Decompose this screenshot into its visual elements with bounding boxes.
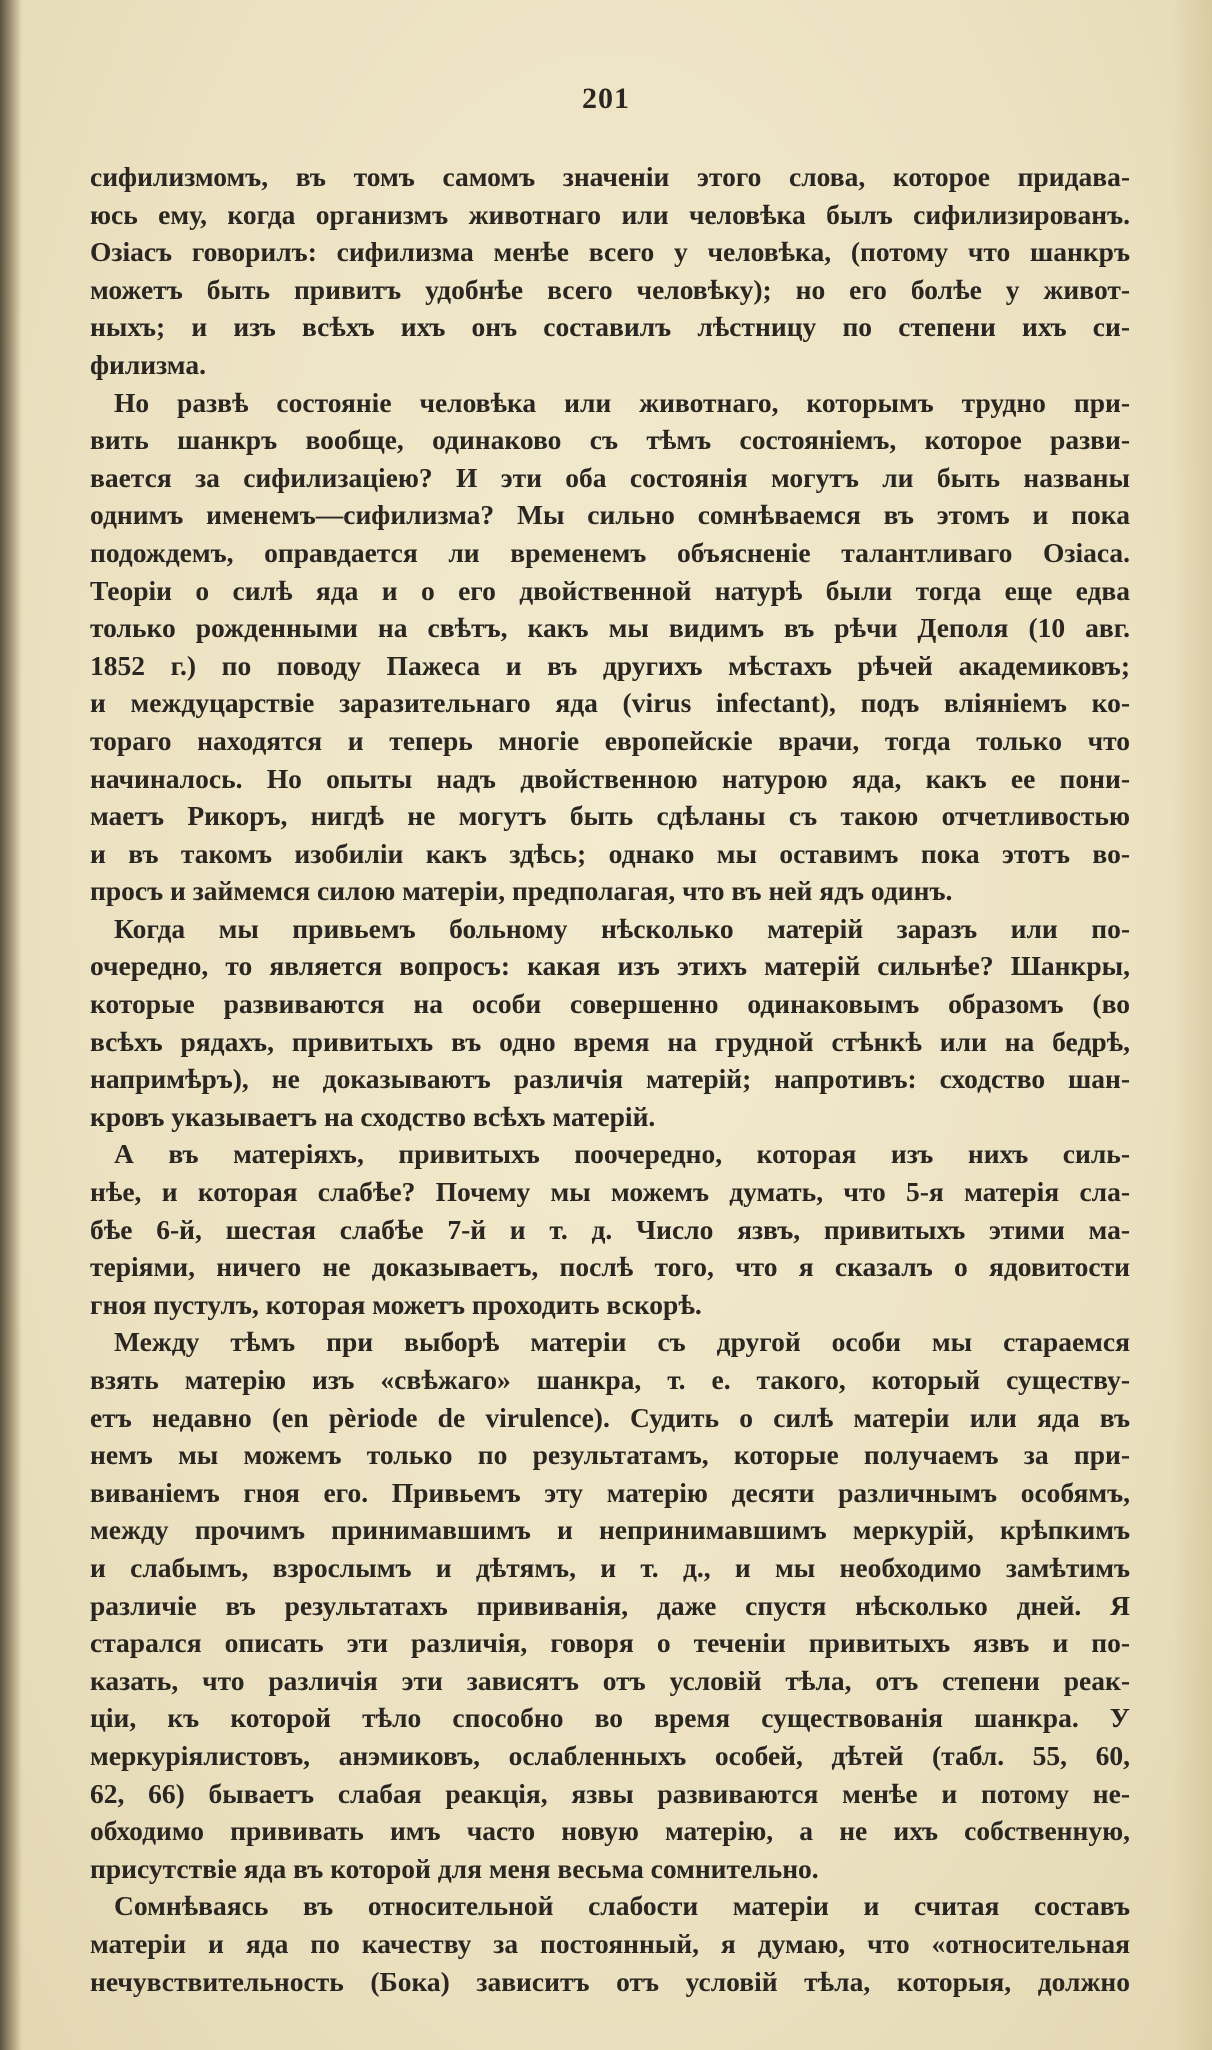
text-line: которые развиваются на особи совершенно одинаковымъ образомъ (во (90, 988, 1130, 1020)
text-line: нечувствительность (Бока) зависитъ отъ условiй тѣла, которыя, должно (90, 1965, 1130, 1997)
text-line: однимъ именемъ—сифилизма? Мы сильно сомнѣваемся въ этомъ и пока (90, 499, 1130, 531)
text-line: маетъ Рикоръ, нигдѣ не могутъ быть сдѣланы съ такою отчетливостью (90, 800, 1130, 832)
text-line: Когда мы привьемъ больному нѣсколько матерiй заразъ или по- (114, 912, 1130, 944)
text-line: очередно, то является вопросъ: какая изъ этихъ матерiй сильнѣе? Шанкры, (90, 950, 1130, 982)
text-line: начиналось. Но опыты надъ двойственною натурою яда, какъ ее пони- (90, 762, 1130, 794)
binding-gutter-shadow (0, 0, 22, 2050)
text-line: етъ недавно (en pèriode de virulence). Судить о силѣ матерiи или яда въ (90, 1401, 1130, 1433)
text-line: вается за сифилизацiею? И эти оба состоянiя могутъ ли быть названы (90, 461, 1130, 493)
text-line: матерiи и яда по качеству за постоянный, я думаю, что «относительная (90, 1927, 1130, 1959)
text-line: всѣхъ рядахъ, привитыхъ въ одно время на грудной стѣнкѣ или на бедрѣ, (90, 1025, 1130, 1057)
text-line: терiями, ничего не доказываетъ, послѣ того, что я сказалъ о ядовитости (90, 1251, 1130, 1283)
text-line: и междуцарствiе заразительнаго яда (virus infectant), подъ влiянiемъ ко- (90, 687, 1130, 719)
text-line: вить шанкръ вообще, одинаково съ тѣмъ состоянiемъ, которое разви- (90, 424, 1130, 456)
text-line: меркурiялистовъ, анэмиковъ, ослабленныхъ особей, дѣтей (табл. 55, 60, (90, 1739, 1130, 1771)
text-line: нѣе, и которая слабѣе? Почему мы можемъ думать, что 5-я матерiя сла- (90, 1176, 1130, 1208)
text-line: различiе въ результатахъ прививанiя, даже спустя нѣсколько дней. Я (90, 1589, 1130, 1621)
text-line: старался описать эти различiя, говоря о теченiи привитыхъ язвъ и по- (90, 1627, 1130, 1659)
text-line: казать, что различiя эти зависятъ отъ условiй тѣла, отъ степени реак- (90, 1664, 1130, 1696)
text-line: сифилизмомъ, въ томъ самомъ значенiи этого слова, которое придава- (90, 161, 1130, 192)
text-line: юсь ему, когда организмъ животнаго или человѣка былъ сифилизированъ. (90, 198, 1130, 230)
text-line: ныхъ; и изъ всѣхъ ихъ онъ составилъ лѣстницу по степени ихъ си- (90, 311, 1130, 343)
text-line: обходимо прививать имъ часто новую матерiю, а не ихъ собственную, (90, 1815, 1130, 1847)
body-text (90, 158, 1130, 2000)
text-line: и въ такомъ изобилiи какъ здѣсь; однако мы оставимъ пока этотъ во- (90, 837, 1130, 869)
text-line: немъ мы можемъ только по результатамъ, которые получаемъ за при- (90, 1439, 1130, 1471)
page-number: 201 (582, 82, 630, 115)
text-line: 62, 66) бываетъ слабая реакцiя, язвы развиваются менѣе и потому не- (90, 1777, 1130, 1809)
text-line: А въ матерiяхъ, привитыхъ поочередно, которая изъ нихъ силь- (114, 1138, 1130, 1170)
text-line: виванiемъ гноя его. Привьемъ эту матерiю десяти различнымъ особямъ, (90, 1476, 1130, 1508)
text-line: можетъ быть привитъ удобнѣе всего человѣку); но его болѣе у живот- (90, 273, 1130, 305)
text-line: филизма. (90, 348, 206, 380)
text-line: напримѣръ), не доказываютъ различiя матерiй; напротивъ: сходство шан- (90, 1063, 1130, 1095)
text-line: гноя пустулъ, которая можетъ проходить вскорѣ. (90, 1288, 702, 1320)
text-line: Теорiи о силѣ яда и о его двойственной натурѣ были тогда еще едва (90, 574, 1130, 606)
text-line: Сомнѣваясь въ относительной слабости матерiи и считая составъ (114, 1890, 1130, 1922)
text-line: просъ и займемся силою матерiи, предполагая, что въ ней ядъ одинъ. (90, 875, 953, 907)
text-line: бѣе 6-й, шестая слабѣе 7-й и т. д. Число язвъ, привитыхъ этими ма- (90, 1213, 1130, 1245)
text-line: между прочимъ принимавшимъ и непринимавшимъ меркурiй, крѣпкимъ (90, 1514, 1130, 1546)
text-line: только рожденными на свѣтъ, какъ мы видимъ въ рѣчи Деполя (10 авг. (90, 612, 1130, 644)
text-line: и слабымъ, взрослымъ и дѣтямъ, и т. д., и мы необходимо замѣтимъ (90, 1551, 1130, 1583)
text-line: Озiасъ говорилъ: сифилизма менѣе всего у человѣка, (потому что шанкръ (90, 236, 1130, 268)
text-line: тораго находятся и теперь многiе европейскiе врачи, тогда только что (90, 724, 1130, 756)
text-line: 1852 г.) по поводу Пажеса и въ другихъ мѣстахъ рѣчей академиковъ; (90, 649, 1130, 681)
text-line: Между тѣмъ при выборѣ матерiи съ другой особи мы стараемся (114, 1326, 1130, 1358)
text-line: кровъ указываетъ на сходство всѣхъ матерiй. (90, 1100, 656, 1132)
text-line: подождемъ, оправдается ли временемъ объясненiе талантливаго Озiаса. (90, 536, 1130, 568)
page-edge-shade (1172, 0, 1212, 2050)
text-line: взять матерiю изъ «свѣжаго» шанкра, т. е. такого, который существу- (90, 1364, 1130, 1395)
text-line: присутствiе яда въ которой для меня весьма сомнительно. (90, 1852, 819, 1884)
text-line: цiи, къ которой тѣло способно во время существованiя шанкра. У (90, 1702, 1130, 1734)
text-line: Но развѣ состоянiе человѣка или животнаго, которымъ трудно при- (114, 386, 1130, 418)
